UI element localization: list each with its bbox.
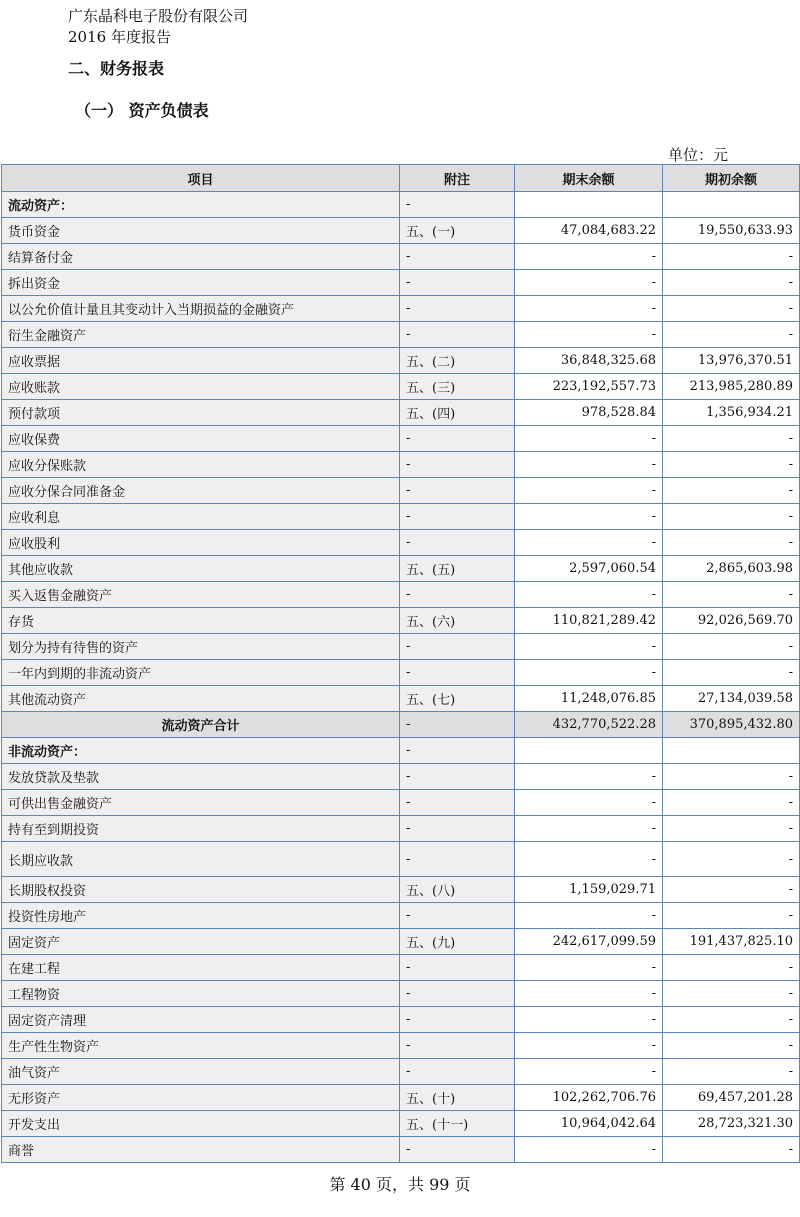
row-beginning-balance-cell: [663, 738, 800, 764]
column-header-note: 附注: [400, 165, 515, 192]
row-beginning-balance-cell: -: [663, 981, 800, 1007]
table-row: [2, 686, 800, 712]
row-item-cell: 其他流动资产: [2, 686, 400, 712]
unit-label: 单位：元: [668, 146, 729, 164]
row-item-cell: 存货: [2, 608, 400, 634]
table-row: [2, 426, 800, 452]
row-item-cell: 其他应收款: [2, 556, 400, 582]
row-note-cell: -: [400, 244, 515, 270]
balance-sheet-table: [1, 164, 800, 1163]
row-ending-balance-cell: 1,159,029.71: [515, 877, 663, 903]
table-row: [2, 504, 800, 530]
row-note-cell: -: [400, 270, 515, 296]
row-item-cell: 应收票据: [2, 348, 400, 374]
row-beginning-balance-cell: -: [663, 842, 800, 877]
row-note-cell: 五、(三): [400, 374, 515, 400]
row-item-cell: 油气资产: [2, 1059, 400, 1085]
row-item-cell: 长期应收款: [2, 842, 400, 877]
row-item-cell: 应收分保合同准备金: [2, 478, 400, 504]
table-row: [2, 400, 800, 426]
row-ending-balance-cell: 47,084,683.22: [515, 218, 663, 244]
row-item-cell: 持有至到期投资: [2, 816, 400, 842]
row-item-cell: 可供出售金融资产: [2, 790, 400, 816]
row-note-cell: 五、(七): [400, 686, 515, 712]
section-title: 二、财务报表: [68, 59, 165, 78]
row-note-cell: -: [400, 478, 515, 504]
table-row: [2, 764, 800, 790]
row-beginning-balance-cell: 92,026,569.70: [663, 608, 800, 634]
company-name: 广东晶科电子股份有限公司: [68, 7, 249, 25]
row-item-cell: 货币资金: [2, 218, 400, 244]
table-header-row: [2, 165, 800, 192]
row-item-cell: 一年内到期的非流动资产: [2, 660, 400, 686]
row-item-cell: 预付款项: [2, 400, 400, 426]
row-note-cell: 五、(十一): [400, 1111, 515, 1137]
row-note-cell: -: [400, 1007, 515, 1033]
row-beginning-balance-cell: -: [663, 530, 800, 556]
row-ending-balance-cell: 36,848,325.68: [515, 348, 663, 374]
row-ending-balance-cell: -: [515, 660, 663, 686]
row-ending-balance-cell: [515, 192, 663, 218]
table-row: [2, 218, 800, 244]
row-item-cell: 开发支出: [2, 1111, 400, 1137]
table-row: [2, 738, 800, 764]
row-ending-balance-cell: -: [515, 426, 663, 452]
table-row: [2, 929, 800, 955]
row-note-cell: -: [400, 738, 515, 764]
row-item-cell: 应收分保账款: [2, 452, 400, 478]
row-beginning-balance-cell: 2,865,603.98: [663, 556, 800, 582]
row-beginning-balance-cell: -: [663, 296, 800, 322]
row-ending-balance-cell: 102,262,706.76: [515, 1085, 663, 1111]
column-header-ending-balance: 期末余额: [515, 165, 663, 192]
row-beginning-balance-cell: -: [663, 452, 800, 478]
table-row: [2, 842, 800, 877]
row-ending-balance-cell: -: [515, 478, 663, 504]
row-beginning-balance-cell: 69,457,201.28: [663, 1085, 800, 1111]
row-note-cell: -: [400, 192, 515, 218]
row-note-cell: -: [400, 322, 515, 348]
row-ending-balance-cell: -: [515, 1137, 663, 1163]
row-ending-balance-cell: 242,617,099.59: [515, 929, 663, 955]
row-item-cell: 应收股利: [2, 530, 400, 556]
row-beginning-balance-cell: -: [663, 634, 800, 660]
row-item-cell: 结算备付金: [2, 244, 400, 270]
row-note-cell: -: [400, 660, 515, 686]
table-row: [2, 712, 800, 738]
table-row: [2, 192, 800, 218]
row-beginning-balance-cell: 213,985,280.89: [663, 374, 800, 400]
row-beginning-balance-cell: -: [663, 504, 800, 530]
row-ending-balance-cell: [515, 738, 663, 764]
row-beginning-balance-cell: -: [663, 244, 800, 270]
row-ending-balance-cell: 2,597,060.54: [515, 556, 663, 582]
row-ending-balance-cell: -: [515, 903, 663, 929]
row-ending-balance-cell: 432,770,522.28: [515, 712, 663, 738]
row-beginning-balance-cell: -: [663, 478, 800, 504]
table-row: [2, 1085, 800, 1111]
row-ending-balance-cell: 110,821,289.42: [515, 608, 663, 634]
row-ending-balance-cell: -: [515, 981, 663, 1007]
table-body: [2, 192, 800, 1163]
column-header-beginning-balance: 期初余额: [663, 165, 800, 192]
row-beginning-balance-cell: 27,134,039.58: [663, 686, 800, 712]
subsection-title: （一） 资产负债表: [75, 101, 209, 120]
row-ending-balance-cell: -: [515, 1033, 663, 1059]
row-note-cell: 五、(二): [400, 348, 515, 374]
table-row: [2, 322, 800, 348]
row-note-cell: -: [400, 426, 515, 452]
row-item-cell: 以公允价值计量且其变动计入当期损益的金融资产: [2, 296, 400, 322]
row-beginning-balance-cell: -: [663, 790, 800, 816]
table-row: [2, 374, 800, 400]
table-row: [2, 955, 800, 981]
row-ending-balance-cell: -: [515, 582, 663, 608]
table-row: [2, 660, 800, 686]
row-item-cell: 工程物资: [2, 981, 400, 1007]
row-ending-balance-cell: -: [515, 634, 663, 660]
table-row: [2, 296, 800, 322]
row-note-cell: 五、(十): [400, 1085, 515, 1111]
row-item-cell: 流动资产：: [2, 192, 400, 218]
row-beginning-balance-cell: -: [663, 270, 800, 296]
table-row: [2, 790, 800, 816]
row-note-cell: -: [400, 452, 515, 478]
row-note-cell: 五、(五): [400, 556, 515, 582]
row-beginning-balance-cell: -: [663, 955, 800, 981]
table-row: [2, 530, 800, 556]
row-item-cell: 衍生金融资产: [2, 322, 400, 348]
row-note-cell: -: [400, 842, 515, 877]
row-note-cell: 五、(四): [400, 400, 515, 426]
row-ending-balance-cell: -: [515, 530, 663, 556]
row-note-cell: 五、(六): [400, 608, 515, 634]
row-note-cell: -: [400, 955, 515, 981]
row-ending-balance-cell: -: [515, 1007, 663, 1033]
row-item-cell: 发放贷款及垫款: [2, 764, 400, 790]
row-note-cell: -: [400, 712, 515, 738]
row-item-cell: 商誉: [2, 1137, 400, 1163]
row-ending-balance-cell: -: [515, 816, 663, 842]
table-row: [2, 452, 800, 478]
table-row: [2, 634, 800, 660]
row-beginning-balance-cell: -: [663, 426, 800, 452]
row-note-cell: 五、(八): [400, 877, 515, 903]
row-note-cell: -: [400, 504, 515, 530]
table-row: [2, 608, 800, 634]
row-note-cell: 五、(一): [400, 218, 515, 244]
row-item-cell: 划分为持有待售的资产: [2, 634, 400, 660]
row-item-cell: 固定资产清理: [2, 1007, 400, 1033]
row-beginning-balance-cell: -: [663, 1033, 800, 1059]
table-row: [2, 270, 800, 296]
row-beginning-balance-cell: 1,356,934.21: [663, 400, 800, 426]
row-note-cell: -: [400, 1059, 515, 1085]
row-item-cell: 非流动资产：: [2, 738, 400, 764]
table-row: [2, 244, 800, 270]
row-note-cell: -: [400, 582, 515, 608]
row-ending-balance-cell: -: [515, 270, 663, 296]
row-ending-balance-cell: -: [515, 452, 663, 478]
row-ending-balance-cell: -: [515, 244, 663, 270]
table-row: [2, 1007, 800, 1033]
table-row: [2, 348, 800, 374]
row-beginning-balance-cell: 19,550,633.93: [663, 218, 800, 244]
row-beginning-balance-cell: [663, 192, 800, 218]
report-title: 2016 年度报告: [68, 28, 171, 46]
row-beginning-balance-cell: -: [663, 660, 800, 686]
table-row: [2, 903, 800, 929]
row-beginning-balance-cell: -: [663, 1137, 800, 1163]
row-ending-balance-cell: 11,248,076.85: [515, 686, 663, 712]
row-note-cell: -: [400, 764, 515, 790]
row-ending-balance-cell: -: [515, 504, 663, 530]
table-row: [2, 1137, 800, 1163]
table-row: [2, 582, 800, 608]
row-beginning-balance-cell: -: [663, 1059, 800, 1085]
row-beginning-balance-cell: -: [663, 877, 800, 903]
column-header-item: 项目: [2, 165, 400, 192]
row-note-cell: 五、(九): [400, 929, 515, 955]
page-number: 第 40 页，共 99 页: [329, 1175, 471, 1194]
row-note-cell: -: [400, 296, 515, 322]
row-item-cell: 应收保费: [2, 426, 400, 452]
row-note-cell: -: [400, 634, 515, 660]
row-ending-balance-cell: 223,192,557.73: [515, 374, 663, 400]
row-beginning-balance-cell: 370,895,432.80: [663, 712, 800, 738]
row-item-cell: 流动资产合计: [2, 712, 400, 738]
row-note-cell: -: [400, 816, 515, 842]
row-item-cell: 无形资产: [2, 1085, 400, 1111]
row-ending-balance-cell: -: [515, 764, 663, 790]
row-item-cell: 拆出资金: [2, 270, 400, 296]
row-item-cell: 应收账款: [2, 374, 400, 400]
row-item-cell: 长期股权投资: [2, 877, 400, 903]
row-beginning-balance-cell: 28,723,321.30: [663, 1111, 800, 1137]
row-note-cell: -: [400, 981, 515, 1007]
row-beginning-balance-cell: -: [663, 322, 800, 348]
row-beginning-balance-cell: 191,437,825.10: [663, 929, 800, 955]
row-beginning-balance-cell: -: [663, 903, 800, 929]
row-ending-balance-cell: -: [515, 955, 663, 981]
row-note-cell: -: [400, 903, 515, 929]
table-row: [2, 1111, 800, 1137]
row-beginning-balance-cell: -: [663, 582, 800, 608]
row-item-cell: 生产性生物资产: [2, 1033, 400, 1059]
row-ending-balance-cell: 10,964,042.64: [515, 1111, 663, 1137]
row-item-cell: 固定资产: [2, 929, 400, 955]
row-beginning-balance-cell: -: [663, 1007, 800, 1033]
row-beginning-balance-cell: -: [663, 764, 800, 790]
row-item-cell: 在建工程: [2, 955, 400, 981]
table-row: [2, 1059, 800, 1085]
table-row: [2, 981, 800, 1007]
row-ending-balance-cell: -: [515, 322, 663, 348]
row-beginning-balance-cell: -: [663, 816, 800, 842]
row-note-cell: -: [400, 790, 515, 816]
row-ending-balance-cell: 978,528.84: [515, 400, 663, 426]
row-ending-balance-cell: -: [515, 790, 663, 816]
row-ending-balance-cell: -: [515, 296, 663, 322]
row-item-cell: 投资性房地产: [2, 903, 400, 929]
row-note-cell: -: [400, 530, 515, 556]
row-item-cell: 应收利息: [2, 504, 400, 530]
table-row: [2, 1033, 800, 1059]
row-beginning-balance-cell: 13,976,370.51: [663, 348, 800, 374]
row-note-cell: -: [400, 1137, 515, 1163]
table-row: [2, 556, 800, 582]
row-note-cell: -: [400, 1033, 515, 1059]
table-row: [2, 478, 800, 504]
table-row: [2, 877, 800, 903]
table-row: [2, 816, 800, 842]
row-item-cell: 买入返售金融资产: [2, 582, 400, 608]
row-ending-balance-cell: -: [515, 1059, 663, 1085]
row-ending-balance-cell: -: [515, 842, 663, 877]
